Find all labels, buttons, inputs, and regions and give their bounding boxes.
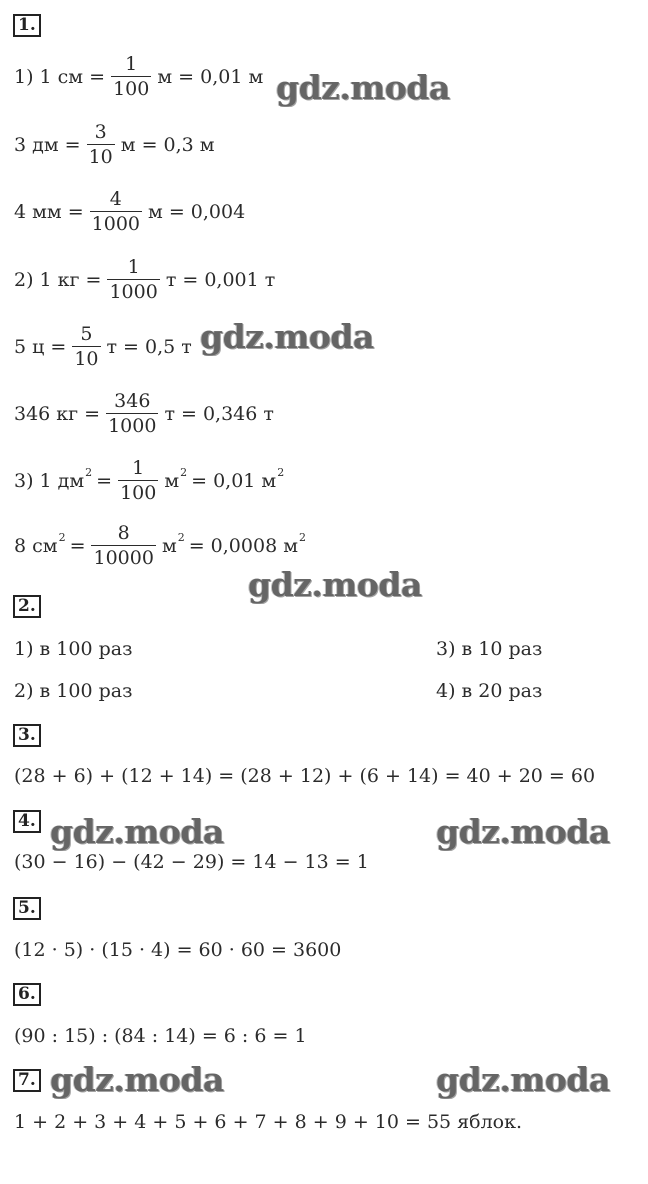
exponent: 2: [58, 531, 66, 544]
equation-left: 5 ц =: [14, 335, 67, 358]
exponent: 2: [277, 466, 285, 479]
numerator: 1: [127, 256, 140, 278]
equation-row: (28 + 6) + (12 + 14) = (28 + 12) + (6 + 14) = 40 + 20 = 60: [14, 765, 596, 787]
equation-left: 346 кг =: [14, 402, 101, 425]
numerator: 5: [80, 323, 93, 345]
equation-row: [14, 121, 215, 168]
fraction: [106, 390, 158, 437]
equation-row: [14, 390, 274, 437]
equation-right: м: [164, 469, 180, 492]
denominator: 100: [113, 78, 150, 100]
equation-right: т = 0,346 т: [164, 402, 274, 425]
answer-item: 4) в 20 раз: [436, 680, 543, 702]
equation-right: т = 0,5 т: [106, 335, 192, 358]
numerator: 3: [94, 121, 107, 143]
numerator: 1: [132, 457, 145, 479]
fraction: [87, 121, 115, 168]
equation-right: м = 0,004: [148, 200, 246, 223]
task-number-3: 3.: [13, 724, 41, 747]
equation-left: 1) 1 см =: [14, 65, 106, 88]
fraction: [107, 256, 159, 303]
equation-right: = 0,01 м: [191, 469, 277, 492]
watermark: gdz.moda: [436, 812, 610, 851]
exponent: 2: [298, 531, 306, 544]
watermark: gdz.moda: [200, 317, 374, 356]
equation-row: [14, 323, 192, 370]
fraction: [111, 53, 151, 100]
task-number-2: 2.: [13, 595, 41, 618]
task-number-6: 6.: [13, 983, 41, 1006]
exponent: 2: [177, 531, 185, 544]
equation-right: т = 0,001 т: [165, 268, 276, 291]
equation-right: м: [161, 534, 177, 557]
equation-row: [14, 522, 310, 569]
task-number-4: 4.: [13, 810, 41, 833]
equation-right: = 0,0008 м: [188, 534, 298, 557]
task-number-7: 7.: [13, 1069, 41, 1092]
denominator: 10: [88, 146, 113, 168]
equation-row: (12 · 5) · (15 · 4) = 60 · 60 = 3600: [14, 939, 342, 961]
equation-right: м = 0,3 м: [120, 133, 215, 156]
watermark: gdz.moda: [436, 1060, 610, 1099]
equation-row: (90 : 15) : (84 : 14) = 6 : 6 = 1: [14, 1025, 307, 1047]
fraction: [118, 457, 158, 504]
exponent: 2: [85, 466, 93, 479]
watermark: gdz.moda: [50, 1060, 224, 1099]
equation-right: м = 0,01 м: [157, 65, 264, 88]
equation-row: 1 + 2 + 3 + 4 + 5 + 6 + 7 + 8 + 9 + 10 = 55 яблок.: [14, 1111, 523, 1133]
denominator: 10000: [93, 547, 154, 569]
answer-item: 3) в 10 раз: [436, 638, 543, 660]
equals-sign: =: [69, 534, 86, 557]
fraction: [72, 323, 100, 370]
equation-row: [14, 188, 245, 235]
numerator: 1: [125, 53, 138, 75]
numerator: 4: [109, 188, 122, 210]
equation-row: (30 − 16) − (42 − 29) = 14 − 13 = 1: [14, 851, 369, 873]
task-number-1: 1.: [13, 14, 41, 37]
exponent: 2: [180, 466, 188, 479]
numerator: 346: [114, 390, 151, 412]
equation-left: 4 мм =: [14, 200, 84, 223]
denominator: 1000: [108, 415, 157, 437]
equation-left: 3) 1 дм: [14, 469, 85, 492]
watermark: gdz.moda: [50, 812, 224, 851]
denominator: 100: [120, 482, 157, 504]
answer-item: 2) в 100 раз: [14, 680, 133, 702]
watermark: gdz.moda: [276, 68, 450, 107]
equation-left: 8 см: [14, 534, 58, 557]
fraction: [91, 522, 155, 569]
denominator: 1000: [109, 281, 158, 303]
task-number-5: 5.: [13, 897, 41, 920]
equation-row: [14, 457, 288, 504]
denominator: 10: [74, 348, 99, 370]
answer-item: 1) в 100 раз: [14, 638, 133, 660]
equation-row: [14, 53, 263, 100]
watermark: gdz.moda: [248, 565, 422, 604]
equation-left: 2) 1 кг =: [14, 268, 102, 291]
equals-sign: =: [96, 469, 113, 492]
equation-row: [14, 256, 275, 303]
equation-left: 3 дм =: [14, 133, 81, 156]
fraction: [90, 188, 142, 235]
numerator: 8: [117, 522, 130, 544]
denominator: 1000: [91, 213, 141, 235]
